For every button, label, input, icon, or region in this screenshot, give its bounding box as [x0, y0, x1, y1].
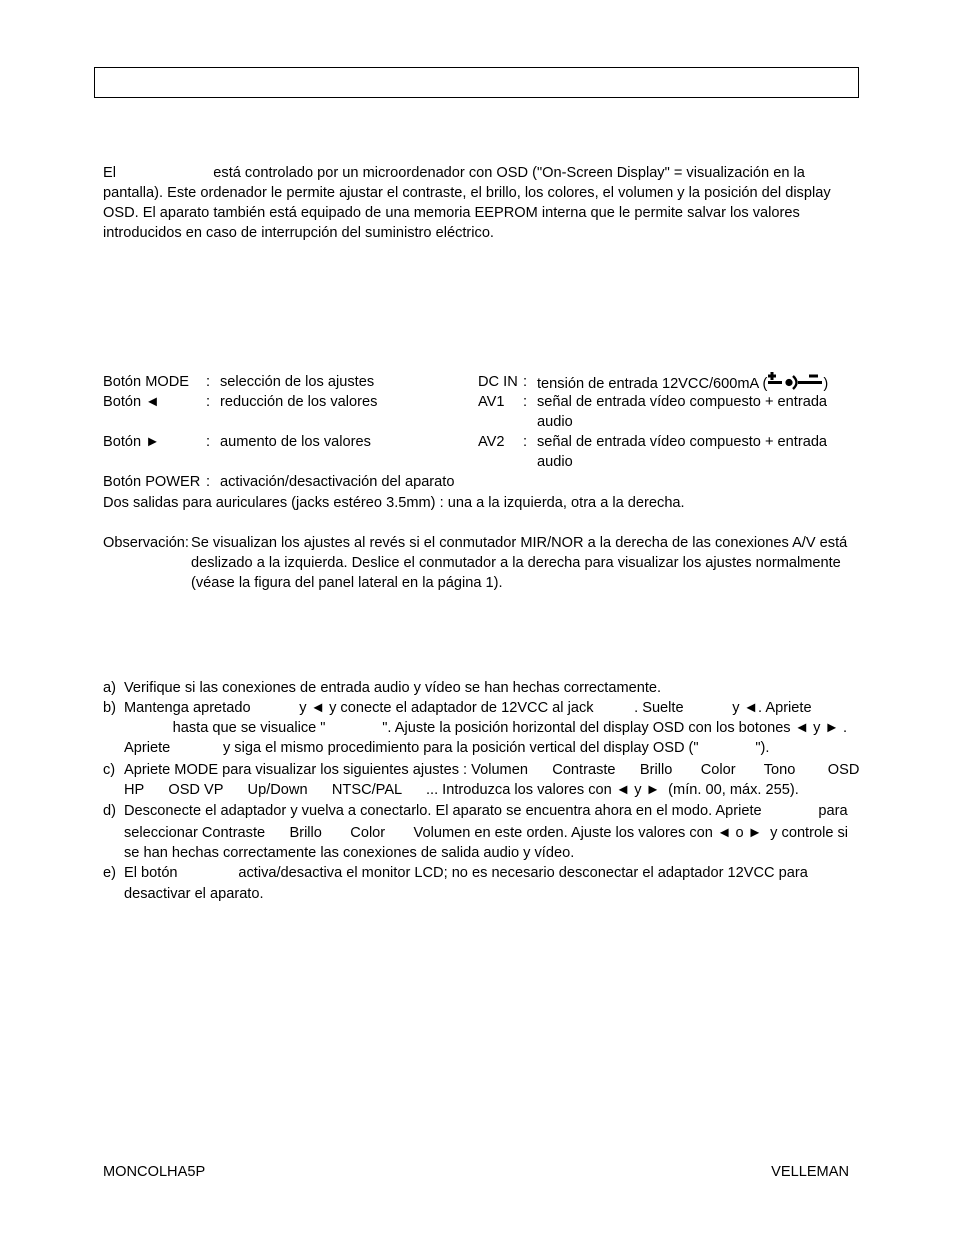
control-desc: activación/desactivación del aparato	[220, 474, 455, 490]
step-line: desactivar el aparato.	[124, 886, 264, 902]
step-line: Mantenga apretado y ◄ y conecte el adaptador de 12VCC al jack . Suelte y ◄. Apriete	[124, 700, 812, 716]
control-desc: aumento de los valores	[220, 434, 371, 450]
intro-line: introducidos en caso de interrupción del suministro eléctrico.	[103, 225, 494, 241]
control-sep: :	[206, 434, 211, 450]
control-label: Botón POWER	[103, 474, 201, 490]
intro-line: El está controlado por un microordenador con OSD ("On-Screen Display" = visualización en la	[103, 165, 805, 181]
headphones-note: Dos salidas para auriculares (jacks estéreo 3.5mm) : una a la izquierda, otra a la derecha.	[103, 495, 685, 511]
footer-brand: VELLEMAN	[771, 1164, 849, 1180]
connector-desc: señal de entrada vídeo compuesto + entrada	[537, 394, 828, 410]
step-line: Apriete y siga el mismo procedimiento para la posición vertical del display OSD (" ").	[124, 740, 770, 756]
control-desc: selección de los ajustes	[220, 374, 375, 390]
step-marker: e)	[103, 865, 116, 881]
step-line: El botón activa/desactiva el monitor LCD; no es necesario desconectar el adaptador 12VCC para	[124, 865, 808, 881]
connector-sep: :	[523, 434, 528, 450]
connector-desc-cont: audio	[537, 414, 573, 430]
control-desc: reducción de los valores	[220, 394, 378, 410]
connector-label: AV1	[478, 394, 505, 410]
step-marker: a)	[103, 680, 116, 696]
control-label: Botón MODE	[103, 374, 189, 390]
connector-desc-end: )	[823, 376, 829, 392]
intro-line: pantalla). Este ordenador le permite ajustar el contraste, el brillo, los colores, el volumen y la posición del display	[103, 185, 831, 201]
connector-sep: :	[523, 374, 528, 390]
observation-line: Se visualizan los ajustes al revés si el conmutador MIR/NOR a la derecha de las conexiones A/V está	[191, 535, 848, 551]
connector-desc: señal de entrada vídeo compuesto + entrada	[537, 434, 828, 450]
control-label: Botón ►	[103, 434, 160, 450]
control-sep: :	[206, 374, 211, 390]
connector-label: AV2	[478, 434, 505, 450]
header-box	[94, 67, 859, 98]
step-line: seleccionar Contraste Brillo Color Volumen en este orden. Ajuste los valores con ◄ o ► y controle si	[124, 825, 849, 841]
observation-line: (véase la figura del panel lateral en la página 1).	[191, 575, 503, 591]
step-line: hasta que se visualice " ". Ajuste la posición horizontal del display OSD con los botones ◄ y ► .	[124, 720, 848, 736]
step-line: Desconecte el adaptador y vuelva a conectarlo. El aparato se encuentra ahora en el modo. Apriete para	[124, 803, 848, 819]
footer-model: MONCOLHA5P	[103, 1164, 206, 1180]
step-line: Apriete MODE para visualizar los siguientes ajustes : Volumen Contraste Brillo Color Tono OSD	[124, 762, 860, 778]
connector-label: DC IN	[478, 374, 518, 390]
observation-label: Observación:	[103, 535, 189, 551]
step-marker: b)	[103, 700, 116, 716]
intro-line: OSD. El aparato también está equipado de una memoria EEPROM interna que le permite salvar los valores	[103, 205, 800, 221]
step-line: HP OSD VP Up/Down NTSC/PAL ... Introduzca los valores con ◄ y ► (mín. 00, máx. 255).	[124, 782, 799, 798]
control-sep: :	[206, 474, 211, 490]
control-sep: :	[206, 394, 211, 410]
observation-line: deslizado a la izquierda. Deslice el conmutador a la derecha para visualizar los ajustes normalmente	[191, 555, 841, 571]
connector-desc-cont: audio	[537, 454, 573, 470]
connector-sep: :	[523, 394, 528, 410]
step-marker: d)	[103, 803, 116, 819]
step-line: Verifique si las conexiones de entrada audio y vídeo se han hechas correctamente.	[124, 680, 662, 696]
step-line: se han hechas correctamente las conexiones de salida audio y vídeo.	[124, 845, 575, 861]
connector-desc-text: tensión de entrada 12VCC/600mA (	[537, 376, 768, 392]
step-marker: c)	[103, 762, 116, 778]
control-label: Botón ◄	[103, 394, 160, 410]
